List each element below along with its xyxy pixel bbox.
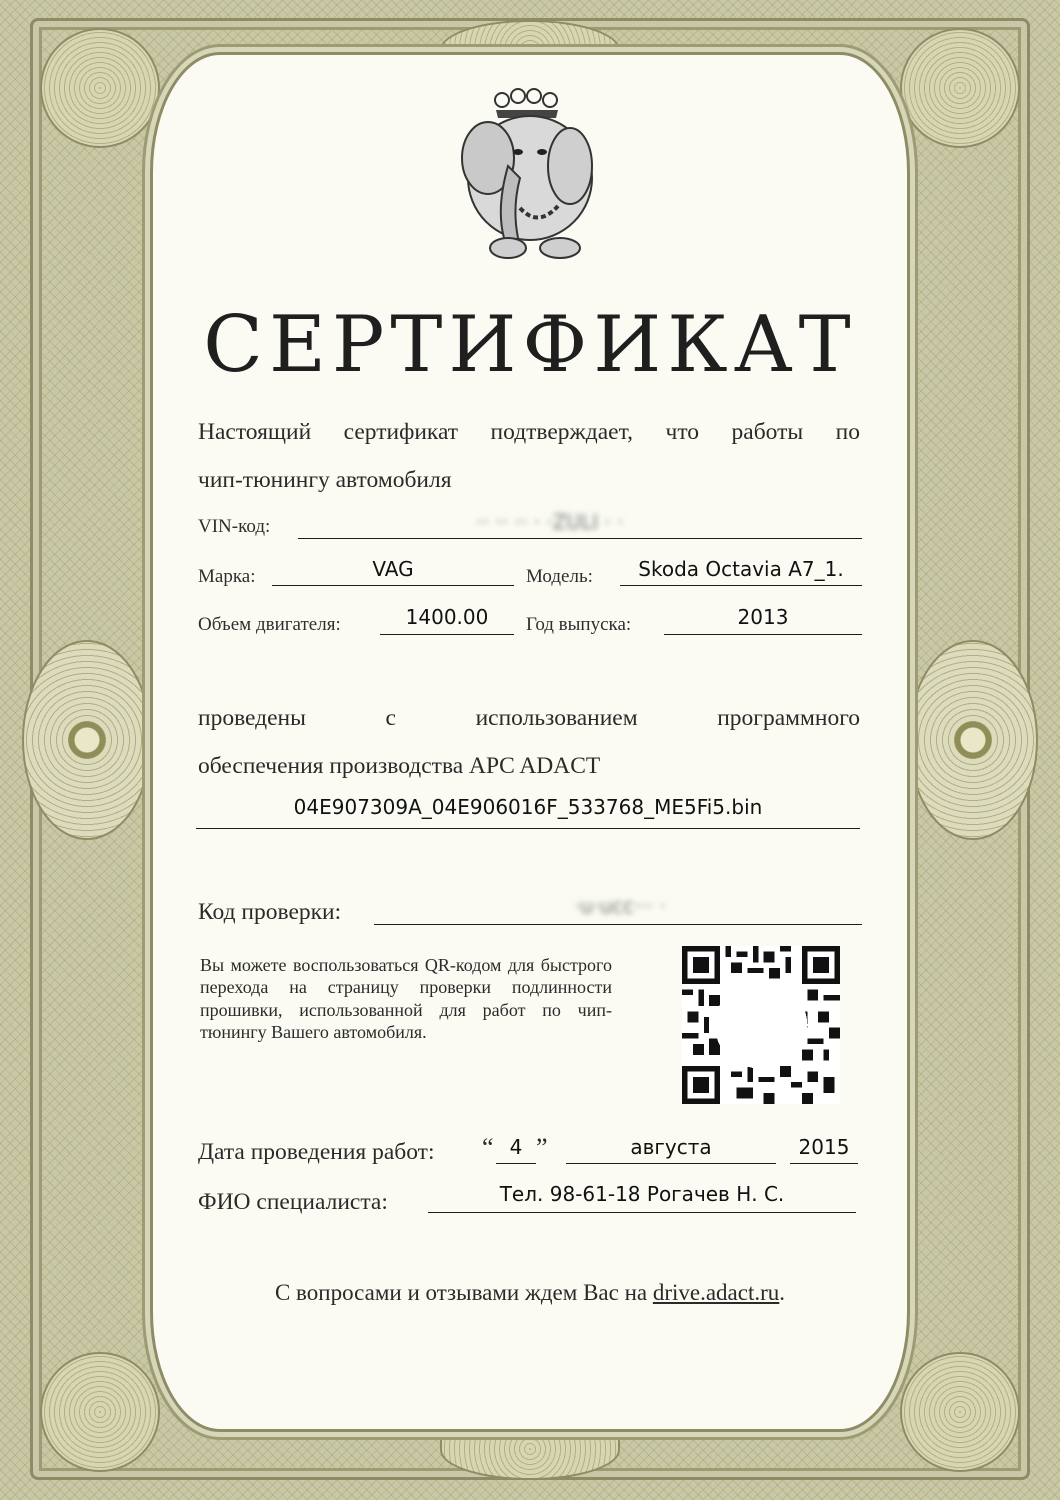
left-medallion-ornament [22, 640, 152, 840]
vin-label: VIN-код: [198, 516, 271, 537]
date-month: августа [630, 1135, 712, 1159]
brand-label: Марка: [198, 566, 256, 587]
intro-line-1: Настоящий сертификат подтверждает, что работы по [198, 419, 860, 445]
year-work-underline [790, 1163, 858, 1164]
date-day: 4 [509, 1135, 523, 1159]
engine-underline [380, 634, 514, 635]
date-label: Дата проведения работ: [198, 1139, 435, 1165]
corner-ornament [900, 1352, 1020, 1472]
elephant-logo-icon [448, 88, 608, 263]
check-code-value: ·u·ucc··· · [574, 894, 666, 918]
body-line-1: проведены с использованием программного [198, 705, 860, 731]
brand-underline [272, 585, 514, 586]
brand-value: VAG [372, 557, 414, 581]
corner-ornament [40, 1352, 160, 1472]
check-code-underline [374, 924, 862, 925]
footer-period: . [779, 1280, 786, 1305]
day-underline [496, 1163, 536, 1164]
specialist-label: ФИО специалиста: [198, 1189, 388, 1215]
body-line-2: обеспечения производства APC ADACT [198, 753, 601, 779]
footer-text: С вопросами и отзывами ждем Вас на [274, 1280, 648, 1305]
right-medallion-ornament [908, 640, 1038, 840]
date-close-quote: ” [536, 1133, 548, 1162]
year-value: 2013 [737, 605, 789, 629]
vin-value: ·· ·· ·· · ·ZULI · · [476, 510, 624, 534]
corner-ornament [900, 28, 1020, 148]
certificate-title: СЕРТИФИКАТ [203, 300, 857, 390]
model-underline [620, 585, 862, 586]
specialist-underline [428, 1212, 856, 1213]
firmware-underline [196, 828, 860, 829]
qr-code-icon[interactable] [682, 946, 840, 1104]
check-code-label: Код проверки: [198, 899, 342, 925]
year-label: Год выпуска: [526, 614, 632, 635]
model-value: Skoda Octavia A7_1. [638, 557, 844, 581]
firmware-filename: 04E907309A_04E906016F_533768_ME5Fi5.bin [293, 795, 763, 819]
engine-value: 1400.00 [405, 605, 489, 629]
intro-line-2: чип-тюнингу автомобиля [198, 467, 452, 493]
website-link[interactable]: drive.adact.ru [652, 1280, 780, 1305]
year-underline [664, 634, 862, 635]
model-label: Модель: [526, 566, 593, 587]
date-open-quote: “ [482, 1133, 494, 1162]
specialist-value: Тел. 98-61-18 Рогачев Н. С. [499, 1182, 785, 1206]
month-underline [566, 1163, 776, 1164]
date-year: 2015 [798, 1135, 850, 1159]
vin-underline [298, 538, 862, 539]
qr-instructions: Вы можете воспользоваться QR-кодом для быстрого перехода на страницу проверки подлинности прошивки, использованной для работ по чип-тюнингу Вашего автомобиля. [200, 955, 612, 1042]
footer-contact [160, 1280, 900, 1306]
corner-ornament [40, 28, 160, 148]
engine-label: Объем двигателя: [198, 614, 341, 635]
